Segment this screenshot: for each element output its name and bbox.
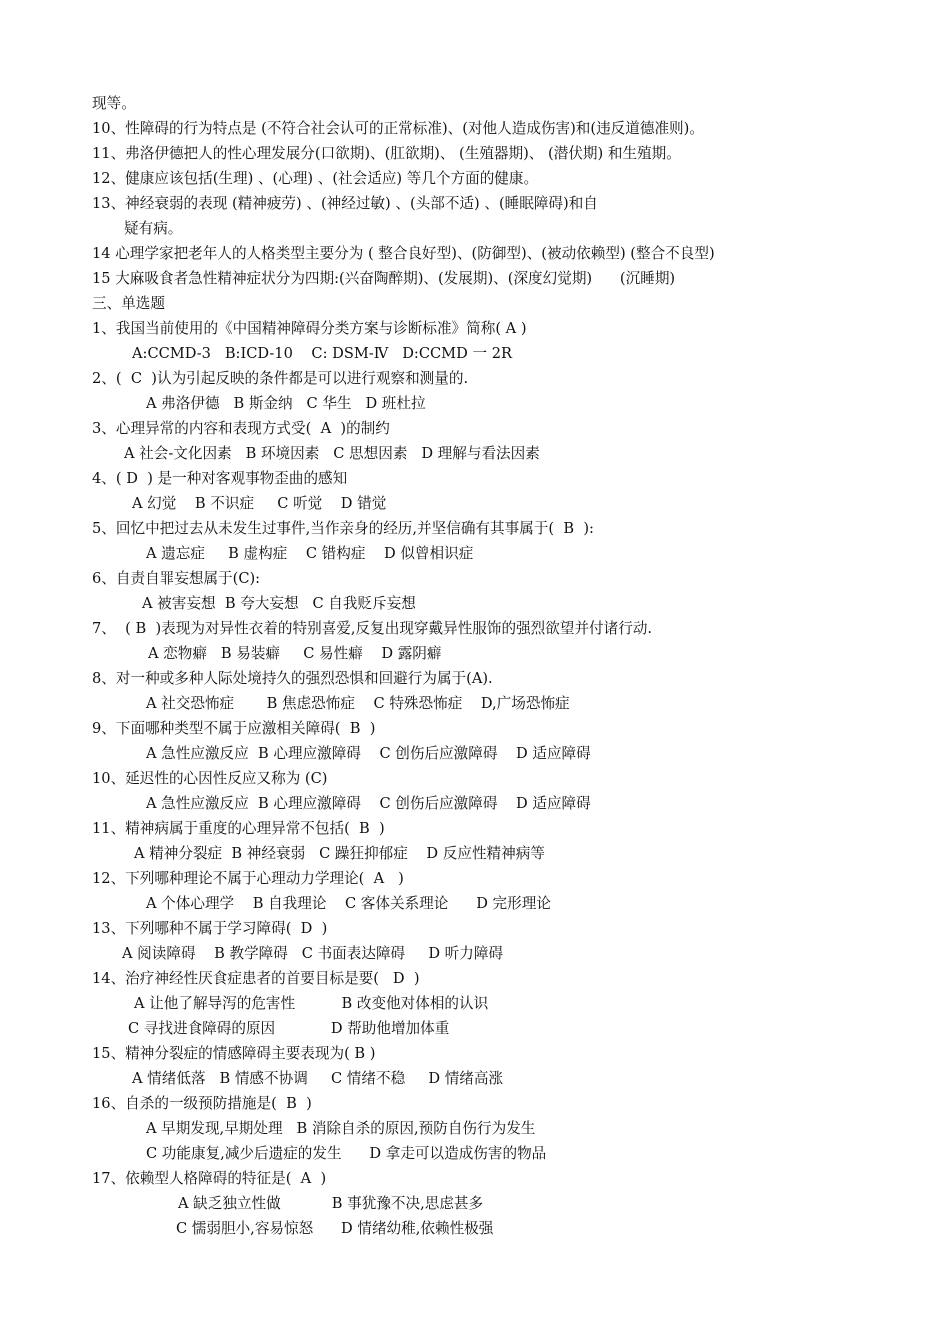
options: C 功能康复,减少后遗症的发生 D 拿走可以造成伤害的物品 [146,1145,547,1162]
section-heading: 三、单选题 [92,295,165,312]
question: 13、下列哪种不属于学习障碍( D ) [92,920,328,937]
question: 14、治疗神经性厌食症患者的首要目标是要( D ) [92,970,420,987]
question: 3、心理异常的内容和表现方式受( A )的制约 [92,420,390,437]
text-line: 14 心理学家把老年人的人格类型主要分为 ( 整合良好型)、(防御型)、(被动依赖型) (整合不良型) [92,245,715,262]
options: A 精神分裂症 B 神经衰弱 C 躁狂抑郁症 D 反应性精神病等 [134,845,545,862]
question: 7、 ( B )表现为对异性衣着的特别喜爱,反复出现穿戴异性服饰的强烈欲望并付诸行动. [92,620,653,637]
text-line: 现等。 [92,95,136,112]
options: C 寻找进食障碍的原因 D 帮助他增加体重 [128,1020,450,1037]
question: 17、依赖型人格障碍的特征是( A ) [92,1170,327,1187]
options: A 情绪低落 B 情感不协调 C 情绪不稳 D 情绪高涨 [132,1070,504,1087]
options: A 幻觉 B 不识症 C 听觉 D 错觉 [132,495,387,512]
question: 1、我国当前使用的《中国精神障碍分类方案与诊断标准》简称( A ) [92,320,527,337]
options: A 让他了解导泻的危害性 B 改变他对体相的认识 [134,995,489,1012]
text-line: 疑有病。 [124,220,183,237]
options: A 缺乏独立性做 B 事犹豫不决,思虑甚多 [178,1195,484,1212]
options: A 急性应激反应 B 心理应激障碍 C 创伤后应激障碍 D 适应障碍 [146,745,591,762]
question: 6、自责自罪妄想属于(C): [92,570,261,587]
options: A 个体心理学 B 自我理论 C 客体关系理论 D 完形理论 [146,895,551,912]
question: 4、( D ) 是一种对客观事物歪曲的感知 [92,470,348,487]
text-line: 13、神经衰弱的表现 (精神疲劳) 、(神经过敏) 、(头部不适) 、(睡眠障碍)和自 [92,195,598,212]
options: A 遗忘症 B 虚构症 C 错构症 D 似曾相识症 [146,545,474,562]
options: A 早期发现,早期处理 B 消除自杀的原因,预防自伤行为发生 [146,1120,536,1137]
text-line: 12、健康应该包括(生理) 、(心理) 、(社会适应) 等几个方面的健康。 [92,170,539,187]
text-line: 15 大麻吸食者急性精神症状分为四期:(兴奋陶醉期)、(发展期)、(深度幻觉期) (沉睡期) [92,270,676,287]
options: A:CCMD-3 B:ICD-10 C: DSM-Ⅳ D:CCMD 一 2R [132,345,512,362]
options: A 社会-文化因素 B 环境因素 C 思想因素 D 理解与看法因素 [124,445,540,462]
question: 11、精神病属于重度的心理异常不包括( B ) [92,820,385,837]
question: 15、精神分裂症的情感障碍主要表现为( B ) [92,1045,376,1062]
options: A 社交恐怖症 B 焦虑恐怖症 C 特殊恐怖症 D,广场恐怖症 [146,695,570,712]
options: A 弗洛伊德 B 斯金纳 C 华生 D 班杜拉 [146,395,426,412]
text-line: 10、性障碍的行为特点是 (不符合社会认可的正常标准)、(对他人造成伤害)和(违反道德准则)。 [92,120,704,137]
question: 10、延迟性的心因性反应又称为 (C) [92,770,328,787]
options: A 急性应激反应 B 心理应激障碍 C 创伤后应激障碍 D 适应障碍 [146,795,591,812]
text-line: 11、弗洛伊德把人的性心理发展分(口欲期)、(肛欲期)、 (生殖器期)、 (潜伏期) 和生殖期。 [92,145,681,162]
options: A 被害妄想 B 夸大妄想 C 自我贬斥妄想 [142,595,416,612]
question: 8、对一种或多种人际处境持久的强烈恐惧和回避行为属于(A). [92,670,493,687]
options: C 懦弱胆小,容易惊怒 D 情绪幼稚,依赖性极强 [176,1220,494,1237]
question: 2、( C )认为引起反映的条件都是可以进行观察和测量的. [92,370,469,387]
question: 12、下列哪种理论不属于心理动力学理论( A ) [92,870,404,887]
question: 16、自杀的一级预防措施是( B ) [92,1095,312,1112]
question: 9、下面哪种类型不属于应激相关障碍( B ) [92,720,376,737]
options: A 阅读障碍 B 教学障碍 C 书面表达障碍 D 听力障碍 [122,945,504,962]
options: A 恋物癖 B 易装癖 C 易性癖 D 露阴癖 [148,645,442,662]
question: 5、回忆中把过去从未发生过事件,当作亲身的经历,并坚信确有其事属于( B ): [92,520,594,537]
